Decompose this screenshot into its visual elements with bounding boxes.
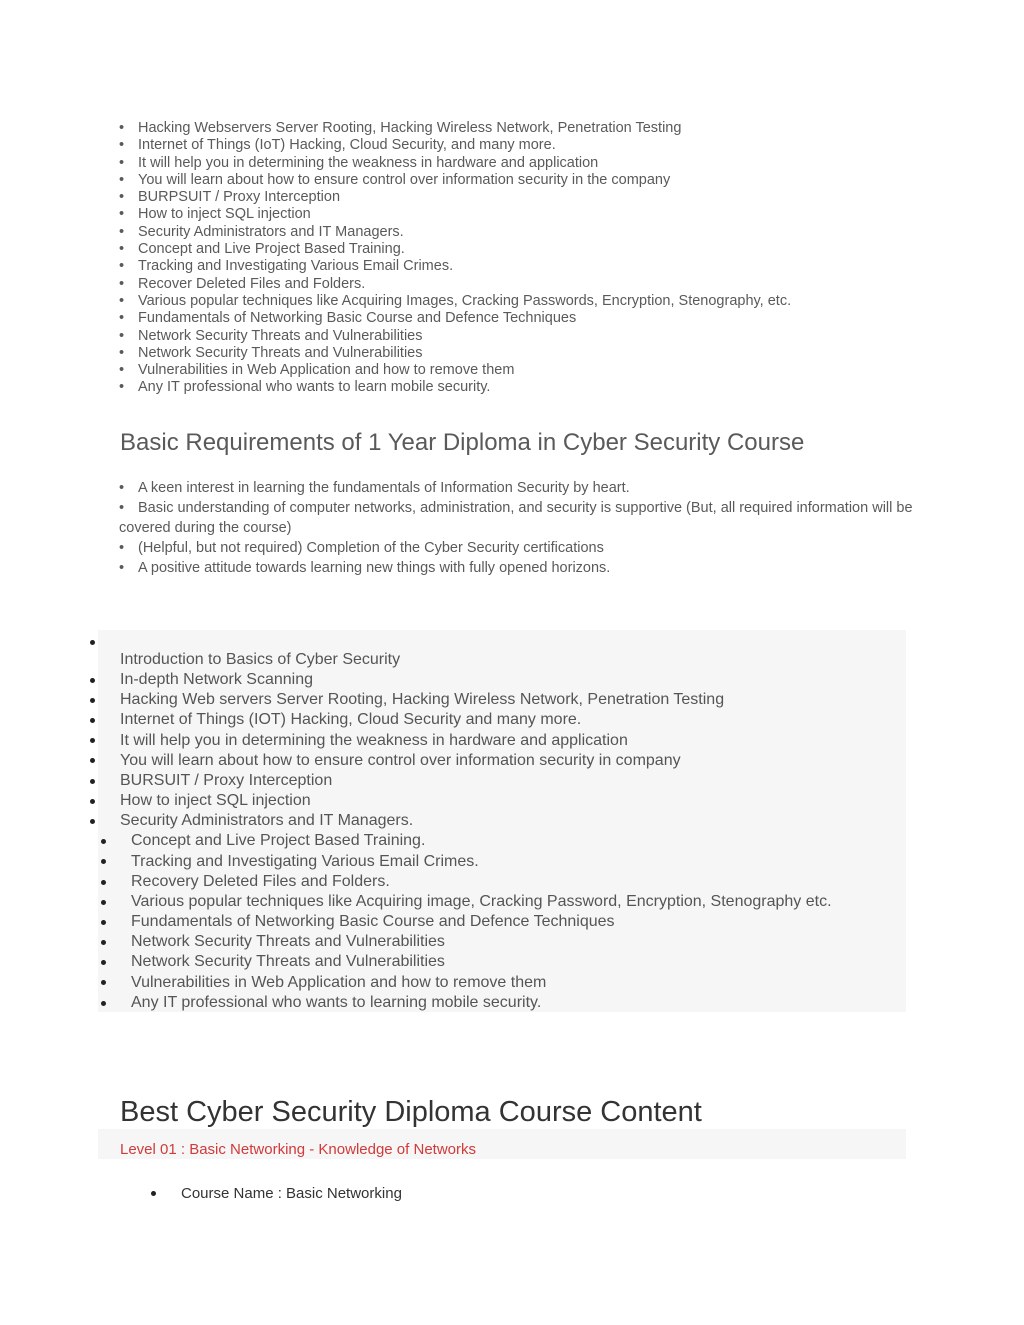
list-item: In-depth Network Scanning bbox=[120, 671, 313, 688]
bullet-icon bbox=[151, 1191, 156, 1196]
bullet-icon bbox=[90, 678, 95, 683]
bullet-icon bbox=[101, 960, 106, 965]
bullet-icon bbox=[90, 640, 95, 645]
list-item: Network Security Threats and Vulnerabilities bbox=[131, 933, 445, 950]
bullet-icon: • bbox=[119, 275, 125, 292]
bullet-icon: • bbox=[119, 500, 125, 516]
list-item: • Tracking and Investigating Various Email Crimes. bbox=[119, 258, 454, 275]
list-item: • Fundamentals of Networking Basic Course and Defence Techniques bbox=[119, 310, 577, 327]
bullet-icon: • bbox=[119, 171, 125, 188]
list-item: How to inject SQL injection bbox=[120, 792, 311, 809]
course-name: Course Name : Basic Networking bbox=[181, 1185, 402, 1202]
bullet-icon bbox=[90, 799, 95, 804]
list-item: • Internet of Things (IoT) Hacking, Cloud Security, and many more. bbox=[119, 137, 556, 154]
list-item: • A positive attitude towards learning new things with fully opened horizons. bbox=[119, 560, 611, 576]
list-item: • How to inject SQL injection bbox=[119, 206, 311, 223]
list-item: • Network Security Threats and Vulnerabilities bbox=[119, 327, 423, 344]
list-item: • Network Security Threats and Vulnerabilities bbox=[119, 344, 423, 361]
bullet-icon: • bbox=[119, 241, 125, 258]
bullet-icon bbox=[90, 758, 95, 763]
bullet-icon: • bbox=[119, 206, 125, 223]
bullet-icon: • bbox=[119, 120, 125, 136]
outcomes-list bbox=[119, 120, 791, 397]
list-item: • It will help you in determining the weakness in hardware and application bbox=[119, 154, 599, 171]
list-item: Various popular techniques like Acquiring image, Cracking Password, Encryption, Stenography etc. bbox=[131, 893, 832, 910]
bullet-icon: • bbox=[119, 223, 125, 240]
bullet-icon bbox=[101, 1001, 106, 1006]
bullet-icon: • bbox=[119, 327, 125, 344]
bullet-icon: • bbox=[119, 189, 125, 206]
bullet-icon bbox=[101, 920, 106, 925]
list-item: • Basic understanding of computer networks, administration, and security is supportive (But, all required information will be covered during the course) bbox=[119, 500, 913, 536]
list-item: • Any IT professional who wants to learn mobile security. bbox=[119, 379, 491, 396]
list-item: Any IT professional who wants to learning mobile security. bbox=[131, 994, 542, 1011]
bullet-icon: • bbox=[119, 480, 125, 496]
list-item: • Vulnerabilities in Web Application and how to remove them bbox=[119, 362, 515, 379]
bullet-icon bbox=[90, 698, 95, 703]
list-item: • Various popular techniques like Acquiring Images, Cracking Passwords, Encryption, Stenography, etc. bbox=[119, 292, 792, 309]
list-item: • Security Administrators and IT Managers. bbox=[119, 223, 404, 240]
bullet-icon bbox=[90, 779, 95, 784]
list-item: • (Helpful, but not required) Completion of the Cyber Security certifications bbox=[119, 540, 604, 556]
bullet-icon: • bbox=[119, 560, 125, 576]
list-item: You will learn about how to ensure control over information security in company bbox=[120, 752, 681, 769]
course-content-heading: Best Cyber Security Diploma Course Content bbox=[120, 1096, 702, 1128]
list-item: Internet of Things (IOT) Hacking, Cloud Security and many more. bbox=[120, 711, 582, 728]
bullet-icon: • bbox=[119, 154, 125, 171]
list-item: • Concept and Live Project Based Training. bbox=[119, 241, 405, 258]
list-item: Introduction to Basics of Cyber Security bbox=[120, 651, 401, 668]
bullet-icon: • bbox=[119, 540, 125, 556]
bullet-icon bbox=[101, 859, 106, 864]
list-item: Network Security Threats and Vulnerabilities bbox=[131, 953, 445, 970]
requirements-list bbox=[119, 478, 919, 578]
bullet-icon: • bbox=[119, 310, 125, 327]
bullet-icon bbox=[101, 940, 106, 945]
bullet-icon bbox=[101, 980, 106, 985]
requirements-heading: Basic Requirements of 1 Year Diploma in Cyber Security Course bbox=[120, 429, 805, 456]
list-item: • A keen interest in learning the fundamentals of Information Security by heart. bbox=[119, 480, 630, 496]
bullet-icon bbox=[90, 738, 95, 743]
list-item: Fundamentals of Networking Basic Course and Defence Techniques bbox=[131, 913, 615, 930]
bullet-icon bbox=[101, 900, 106, 905]
bullet-icon bbox=[90, 819, 95, 824]
list-item: BURSUIT / Proxy Interception bbox=[120, 772, 333, 789]
bullet-icon: • bbox=[119, 362, 125, 379]
bullet-icon: • bbox=[119, 137, 125, 154]
list-item: • Recover Deleted Files and Folders. bbox=[119, 275, 366, 292]
list-item: Tracking and Investigating Various Email Crimes. bbox=[131, 853, 479, 870]
list-item: It will help you in determining the weakness in hardware and application bbox=[120, 732, 628, 749]
list-item: • You will learn about how to ensure control over information security in the company bbox=[119, 171, 671, 188]
bullet-icon bbox=[101, 839, 106, 844]
list-item: Concept and Live Project Based Training. bbox=[131, 832, 426, 849]
bullet-icon bbox=[90, 718, 95, 723]
bullet-icon: • bbox=[119, 379, 125, 396]
list-item: • Hacking Webservers Server Rooting, Hacking Wireless Network, Penetration Testing bbox=[119, 120, 682, 136]
bullet-icon: • bbox=[119, 344, 125, 361]
list-item: Hacking Web servers Server Rooting, Hacking Wireless Network, Penetration Testing bbox=[120, 691, 725, 708]
list-item: Recovery Deleted Files and Folders. bbox=[131, 873, 390, 890]
bullet-icon bbox=[101, 880, 106, 885]
bullet-icon: • bbox=[119, 292, 125, 309]
list-item: Security Administrators and IT Managers. bbox=[120, 812, 414, 829]
list-item: Vulnerabilities in Web Application and how to remove them bbox=[131, 974, 547, 991]
list-item: • BURPSUIT / Proxy Interception bbox=[119, 189, 341, 206]
level-label[interactable]: Level 01 : Basic Networking - Knowledge of Networks bbox=[120, 1141, 477, 1158]
bullet-icon: • bbox=[119, 258, 125, 275]
